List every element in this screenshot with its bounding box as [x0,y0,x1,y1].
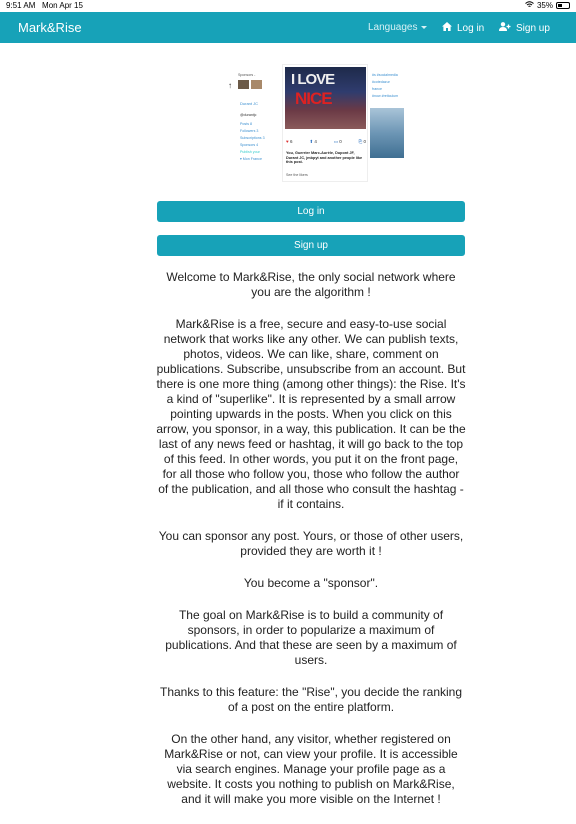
home-icon [442,22,452,34]
nav-login-label: Log in [457,22,485,34]
preview-profile-column [226,64,278,182]
preview-hashtag: #s #socialmedia [372,73,398,77]
app-preview-image [226,64,408,182]
preview-post-actions [286,139,366,145]
preview-user-handle: @durantjc [240,113,257,117]
preview-sponsor-avatar [251,80,262,89]
status-indicators [525,1,570,10]
preview-user-name: Durant JC [240,101,259,106]
preview-stat: Subscriptions 3 [240,136,265,140]
preview-hashtag: france [372,87,382,91]
preview-sponsor-avatar [238,80,249,89]
battery-icon [556,2,570,9]
status-date: Mon Apr 15 [42,1,83,10]
intro-paragraph-become: You become a "sponsor". [243,576,379,590]
preview-stat: Followers 3 [240,129,259,133]
caret-down-icon [421,26,427,29]
preview-post-card [282,64,368,182]
preview-post-caption: You, Guerrier Marc-Aurèle, Dupont JF, Durant JC, jmbpyt and another people like this post. [286,151,363,165]
intro-paragraph-about: Mark&Rise is a free, secure and easy-to-use social network that works like any other. We can publish texts, photos, videos. We can like, share, comment on publications. Subscribe, unsubscribe from an account. But there is one more thing (among other things): the Rise. It's a kind of "superlike". It is represented by a small arrow pointing upwards in the posts. When you click on this arrow, you sponsor, in a way, this publication. It can be the last of any news feed or hashtag, it will go back to the top of this feed. In other words, you put it on the front page, for all those who follow you, those who follow the author of the publication, and all those who consult the hashtag - if it contains. [156,317,466,511]
preview-hashtag: #cotedazur [372,80,390,84]
status-bar [0,0,576,12]
preview-shares-count: 0 [363,139,366,144]
status-time-date [6,1,83,10]
preview-publish: Publish your [240,150,260,154]
intro-paragraph-sponsor: You can sponsor any post. Yours, or those of other users, provided they are worth it ! [158,529,464,558]
arrow-up-icon: ↑ [228,81,232,90]
nav-signup-link[interactable] [499,22,550,34]
photo-sign-top: I LOVE [291,71,335,88]
preview-post-photo [285,67,366,129]
signup-button[interactable]: Sign up [157,235,465,256]
user-plus-icon [499,22,511,34]
intro-text [156,270,466,824]
preview-hashtag: #now #reticulum [372,94,399,98]
preview-rises-count: 4 [314,139,317,144]
languages-dropdown[interactable] [368,22,427,33]
preview-more: ▾ Mon France [240,157,262,161]
photo-sign-bottom: NICE [295,89,332,108]
preview-sea-photo [370,108,404,158]
share-icon: ⎘ 0 [358,139,366,144]
rise-arrow-icon: ⬆ 4 [309,139,317,144]
intro-paragraph-goal: The goal on Mark&Rise is to build a community of sponsors, in order to popularize a maximum of publications. And that these are seen by a maximum of users. [165,608,457,667]
brand-logo-text[interactable]: Mark&Rise [18,20,82,35]
preview-see-likers: See the likers [286,173,308,177]
preview-hashtag-column [370,64,408,182]
preview-comments-count: 0 [339,139,342,144]
preview-stats [240,122,265,164]
languages-label: Languages [368,22,418,33]
preview-hashtags [372,73,398,101]
battery-percent: 35% [536,1,553,10]
top-navbar [0,12,576,43]
heart-icon: ♥ 6 [286,139,293,144]
nav-login-link[interactable] [442,22,484,34]
intro-paragraph-ranking: Thanks to this feature: the "Rise", you decide the ranking of a post on the entire platform. [159,685,463,714]
intro-paragraph-visibility: On the other hand, any visitor, whether registered on Mark&Rise or not, can view your profile. It is accessible via search engines. Manage your profile page as a website. It costs you nothing to publish on Mark&Rise, and it will make you more visible on the Internet ! [164,732,458,806]
preview-likes-count: 6 [289,139,293,144]
wifi-icon [525,1,534,10]
intro-paragraph-welcome: Welcome to Mark&Rise, the only social network where you are the algorithm ! [166,270,456,299]
login-button[interactable]: Log in [157,201,465,222]
preview-stat: Posts 8 [240,122,252,126]
status-time: 9:51 AM [6,1,36,10]
preview-stat: Sponsors 4 [240,143,259,147]
nav-signup-label: Sign up [516,22,550,34]
comment-icon: ▭ 0 [333,139,342,144]
preview-sponsors-label: Sponsors - [238,73,256,77]
